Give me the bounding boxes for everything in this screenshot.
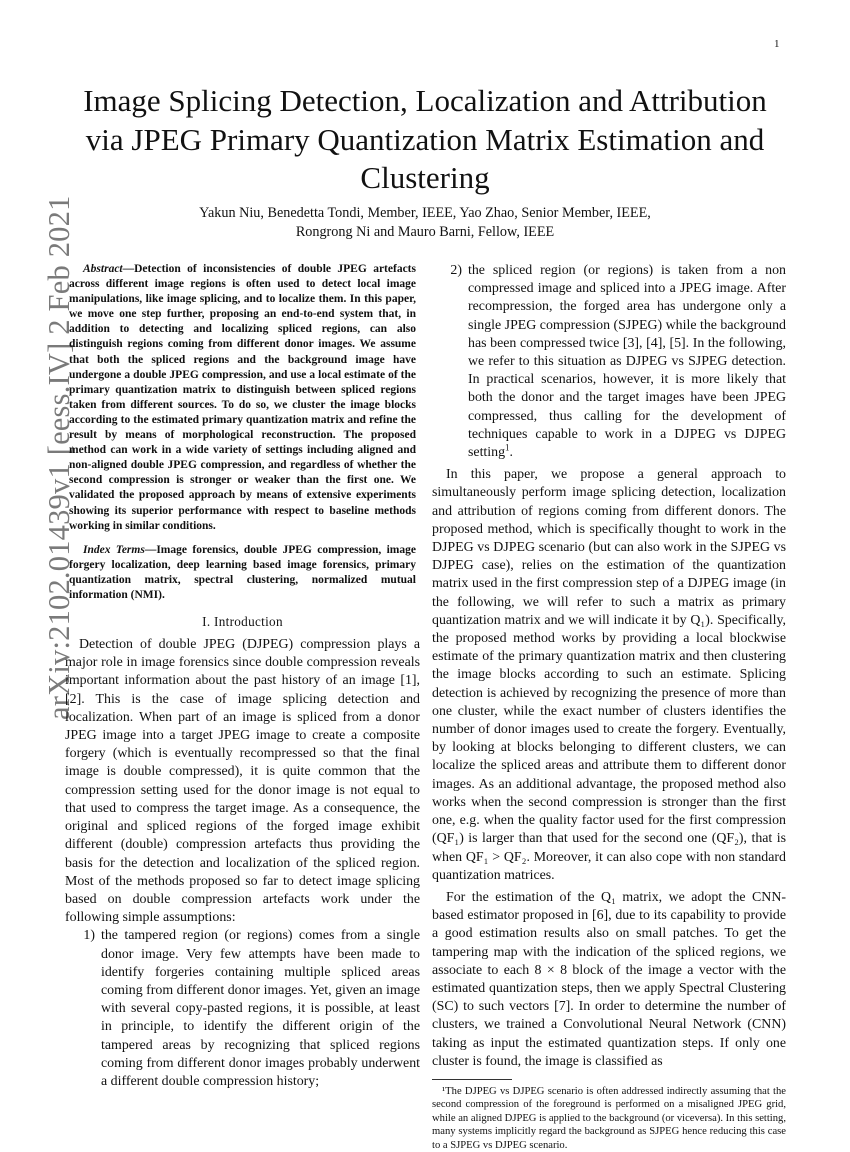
- section-heading: I. Introduction: [202, 614, 283, 630]
- abstract: [69, 262, 416, 534]
- list-item-1-text: the tampered region (or regions) comes from a single donor image. Very few attempts have been made to identify forgeries containing multiple spliced areas coming from different donor images. Yet, given an image with several copy-pasted regions, it is possible, at least in principle, to identify the different origin of the tampered areas by recognizing that spliced regions coming from different donor images probably underwent a different double compression history;: [101, 928, 420, 1089]
- index-terms: [69, 543, 416, 603]
- intro-paragraph-2: In this paper, we propose a general approach to simultaneously perform image splicing detection, localization and attribution of regions coming from different donors. The proposed method, which is specifically thought to work in the DJPEG vs DJPEG scenario (but can also work in the SJPEG vs DJPEG case), relies on the estimation of the quantization matrix used in the first compression step of a DJPEG image (in the following, we will refer to such a matrix as primary quantization matrix and we will indicate it by Q₁). Specifically, the proposed method works by providing a local blockwise estimate of the primary quantization matrix and then clustering the image blocks according to such an estimate. Splicing detection is achieved by recognizing the presence of more than one cluster, while the exact number of clusters identifies the number of donor images used to create the forgery. Eventually, by looking at blocks belonging to different clusters, we can localize the spliced areas and attribute them to different donor images. As an additional advantage, the proposed method also works when the second compression is stronger than the first one, e.g. when the quality factor used for the first compression (QF₁) is larger than that used for the second one (QF₂), that is when QF₁ > QF₂. Moreover, it can also cope with non standard quantization matrices.: [432, 467, 786, 883]
- list-item-2-text-wrap: [468, 262, 786, 462]
- list-item-2-number: 2): [450, 263, 462, 278]
- paper-title: Image Splicing Detection, Localization and Attribution via JPEG Primary Quantization Matrix Estimation and Clustering: [83, 83, 767, 195]
- list-item-2-end: .: [509, 445, 514, 461]
- footnote-rule: [432, 1079, 512, 1080]
- page-number: 1: [774, 38, 780, 50]
- abstract-label: Abstract: [83, 263, 123, 275]
- arxiv-stamp: arXiv:2102.01439v1 [eess.IV] 2 Feb 2021: [42, 195, 76, 720]
- authors: [80, 204, 770, 242]
- left-column: [65, 262, 420, 1091]
- footnote-marker[interactable]: 1: [505, 442, 510, 453]
- authors-line-1: Yakun Niu, Benedetta Tondi, Member, IEEE, Yao Zhao, Senior Member, IEEE,: [199, 205, 651, 221]
- index-terms-label: Index Terms: [83, 543, 145, 556]
- authors-line-2: Rongrong Ni and Mauro Barni, Fellow, IEEE: [295, 224, 555, 240]
- footnote: ¹The DJPEG vs DJPEG scenario is often addressed indirectly assuming that the second compression of the foreground is performed on a misaligned JPEG grid, while an aligned DJPEG is applied to the background (or viceversa). In this setting, many systems implicitly regard the background as SJPEG hence reducing this case to a SJPEG vs DJPEG scenario.: [432, 1085, 786, 1151]
- intro-paragraph-1: Detection of double JPEG (DJPEG) compression plays a major role in image forensics since double compression reveals important information about the past history of an image [1], [2]. This is the case of image splicing detection and localization. When part of an image is spliced from a donor JPEG image into a target JPEG image to create a composite forgery (which is eventually recompressed so that the final image is double compressed), it is quite common that the compression setting used for the donor image is not equal to that used to compress the target image. As a consequence, the original and spliced regions of the forged image exhibit different (double) compression artefacts thus providing the basis for the detection and localization of the spliced region. Most of the methods proposed so far to detect image splicing based on double compression artefacts work under the following simple assumptions:: [65, 637, 420, 926]
- list-item-2-text: the spliced region (or regions) is taken from a non compressed image and spliced into a JPEG image. After recompression, the forged area has undergone only a single JPEG compression (SJPEG) while the background has been compressed twice [3], [4], [5]. In the following, we refer to this situation as DJPEG vs SJPEG detection. In practical scenarios, however, it is more likely that both the donor and the target images have been JPEG compressed, thus calling for the development of techniques capable to work in a DJPEG vs DJPEG setting: [468, 263, 786, 461]
- list-item-1-number: 1): [83, 928, 95, 944]
- index-terms-text: —Image forensics, double JPEG compression, image forgery localization, deep learning based image forensics, primary quantization matrix, spectral clustering, normalized mutual information (NMI).: [69, 543, 416, 601]
- abstract-text: —Detection of inconsistencies of double JPEG artefacts across different image regions is often used to detect local image manipulations, like image splicing, and to localize them. In this paper, we move one step further, proposing an end-to-end system that, in addition to detecting and localizing spliced regions, can also distinguish regions coming from different donor images. We assume that both the spliced regions and the background image have undergone a double JPEG compression, and use a local estimate of the primary quantization matrix to distinguish between spliced regions taken from different sources. To do so, we cluster the image blocks according to the estimated primary quantization matrix and refine the result by means of morphological reconstruction. The proposed method can work in a wide variety of settings including aligned and non-aligned double JPEG compression, and regardless of whether the second compression is stronger or weaker than the first one. We validated the proposed approach by means of extensive experiments showing its superior performance with respect to baseline methods working in similar conditions.: [69, 263, 416, 532]
- right-column: [432, 262, 786, 1152]
- intro-paragraph-3: For the estimation of the Q₁ matrix, we adopt the CNN-based estimator proposed in [6], due to its capability to provide a good estimation results also on small patches. To get the tampering map with the indication of the spliced regions, we associate to each 8 × 8 block of the image a vector with the estimated quantization steps, then we apply Spectral Clustering (SC) to such vectors [7]. In order to determine the number of clusters, we trained a Convolutional Neural Network (CNN) taking as input the estimated quantization steps. If only one cluster is found, the image is classified as: [432, 889, 786, 1069]
- list-item-1: [65, 927, 420, 1091]
- list-item-2: [432, 262, 786, 462]
